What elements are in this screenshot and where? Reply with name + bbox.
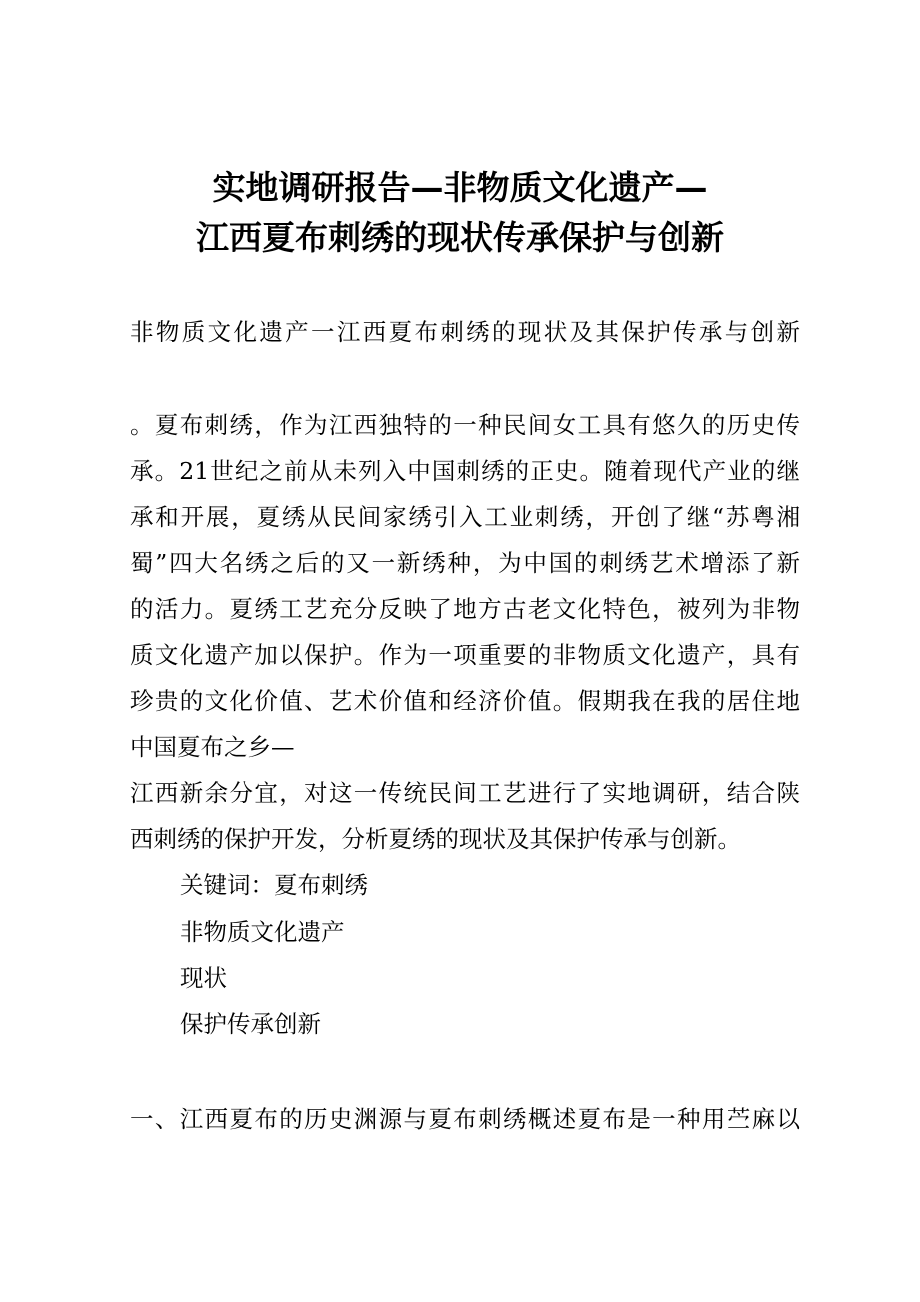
- keyword-item: 保护传承创新: [180, 1010, 321, 1038]
- abstract-line: 蜀”四大名绣之后的又一新绣种，为中国的刺绣艺术增添了新: [130, 549, 800, 577]
- abstract-line: 承。21世纪之前从未列入中国刺绣的正史。随着现代产业的继: [130, 457, 800, 485]
- abstract-line: 中国夏布之乡—: [130, 733, 295, 761]
- section-1-first-line: 一、江西夏布的历史渊源与夏布刺绣概述夏布是一种用苎麻以: [130, 1105, 800, 1133]
- abstract-line: 珍贵的文化价值、艺术价值和经济价值。假期我在我的居住地: [130, 687, 800, 715]
- abstract-line: 。夏布刺绣，作为江西独特的一种民间女工具有悠久的历史传: [130, 411, 800, 439]
- abstract-line: 质文化遗产加以保护。作为一项重要的非物质文化遗产，具有: [130, 641, 800, 669]
- subtitle: 非物质文化遗产一江西夏布刺绣的现状及其保护传承与创新: [130, 318, 800, 346]
- abstract-line: 的活力。夏绣工艺充分反映了地方古老文化特色，被列为非物: [130, 595, 800, 623]
- abstract-line: 江西新余分宜，对这一传统民间工艺进行了实地调研，结合陕: [130, 779, 800, 807]
- abstract-line: 西刺绣的保护开发，分析夏绣的现状及其保护传承与创新。: [130, 825, 741, 853]
- keyword-item: 现状: [180, 964, 227, 992]
- document-title-line-2: 江西夏布刺绣的现状传承保护与创新: [196, 218, 724, 257]
- keywords-label: 关键词：夏布刺绣: [180, 871, 368, 899]
- document-title-line-1: 实地调研报告—非物质文化遗产—: [212, 168, 708, 207]
- keyword-item: 非物质文化遗产: [180, 918, 345, 946]
- abstract-line: 承和开展，夏绣从民间家绣引入工业刺绣，开创了继“苏粤湘: [130, 503, 800, 531]
